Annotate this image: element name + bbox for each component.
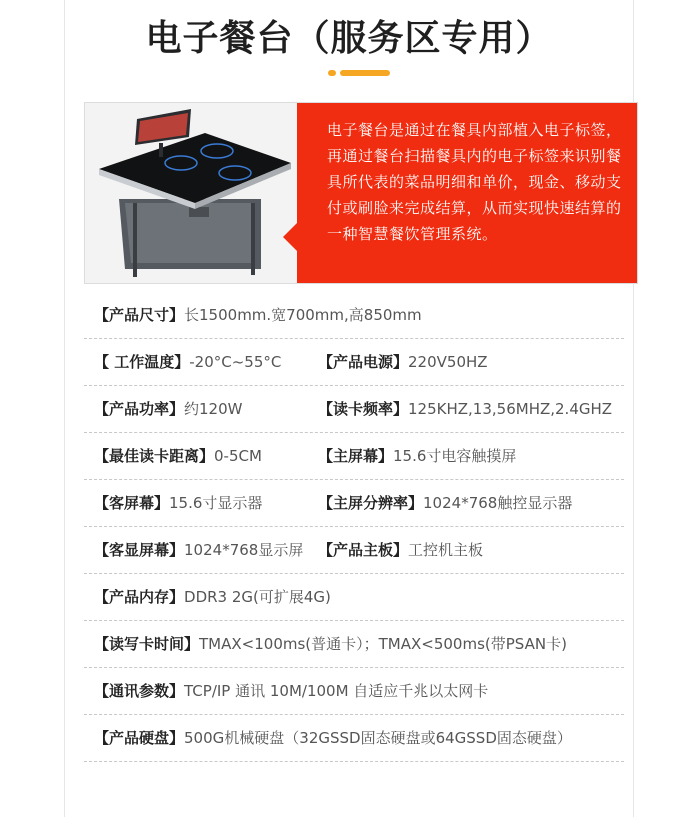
spec-row <box>84 480 624 527</box>
spec-value: 长1500mm.宽700mm,高850mm <box>184 306 422 324</box>
title-deco-bar <box>340 70 390 76</box>
spec-label: 【产品硬盘】 <box>94 729 185 747</box>
spec-row <box>84 433 624 480</box>
spec-value: DDR3 2G(可扩展4G) <box>184 588 331 606</box>
spec-row <box>84 574 624 621</box>
intro-description: 电子餐台是通过在餐具内部植入电子标签，再通过餐台扫描餐具内的电子标签来识别餐具所代表的菜品明细和单价，现金、移动支付或刷脸来完成结算，从而实现快速结算的一种智慧餐饮管理系统。 <box>327 121 622 243</box>
intro-panel <box>84 102 638 284</box>
spec-row <box>84 621 624 668</box>
spec-row <box>84 715 624 762</box>
spec-label: 【读卡频率】 <box>318 400 409 418</box>
spec-label: 【主屏分辨率】 <box>318 494 424 512</box>
spec-label: 【产品功率】 <box>94 400 185 418</box>
spec-label: 【客屏幕】 <box>94 494 170 512</box>
spec-row <box>84 527 624 574</box>
title-deco-dot <box>328 70 336 76</box>
spec-value: TCP/IP 通讯 10M/100M 自适应千兆以太网卡 <box>184 682 489 700</box>
spec-list <box>84 292 624 762</box>
spec-value: 约120W <box>184 400 243 418</box>
spec-label: 【产品电源】 <box>318 353 409 371</box>
spec-label: 【产品尺寸】 <box>94 306 185 324</box>
spec-label: 【最佳读卡距离】 <box>94 447 215 465</box>
spec-value: 15.6寸电容触摸屏 <box>393 447 517 465</box>
page-title: 电子餐台（服务区专用） <box>145 18 553 59</box>
spec-label: 【通讯参数】 <box>94 682 185 700</box>
spec-label: 【读写卡时间】 <box>94 635 200 653</box>
spec-value: 1024*768显示屏 <box>184 541 304 559</box>
spec-row <box>84 668 624 715</box>
spec-label: 【 工作温度】 <box>94 353 190 371</box>
spec-value: 500G机械硬盘（32GSSD固态硬盘或64GSSD固态硬盘） <box>184 729 572 747</box>
spec-label: 【客显屏幕】 <box>94 541 185 559</box>
spec-row <box>84 386 624 433</box>
spec-value: 工控机主板 <box>408 541 484 559</box>
spec-value: 15.6寸显示器 <box>169 494 263 512</box>
spec-value: 1024*768触控显示器 <box>423 494 573 512</box>
electronic-table-image <box>85 103 297 283</box>
spec-value: -20°C~55°C <box>189 353 282 371</box>
intro-text-box <box>297 103 637 283</box>
spec-label: 【主屏幕】 <box>318 447 394 465</box>
spec-value: TMAX<100ms(普通卡）；TMAX<500ms(带PSAN卡) <box>199 635 567 653</box>
title-underline-decoration <box>328 70 398 76</box>
spec-label: 【产品主板】 <box>318 541 409 559</box>
spec-row <box>84 292 624 339</box>
spec-value: 0-5CM <box>214 447 262 465</box>
spec-value: 220V50HZ <box>408 353 488 371</box>
spec-row <box>84 339 624 386</box>
spec-label: 【产品内存】 <box>94 588 185 606</box>
left-border-line <box>64 0 65 817</box>
spec-value: 125KHZ,13,56MHZ,2.4GHZ <box>408 400 613 418</box>
intro-text-pointer <box>283 223 297 251</box>
